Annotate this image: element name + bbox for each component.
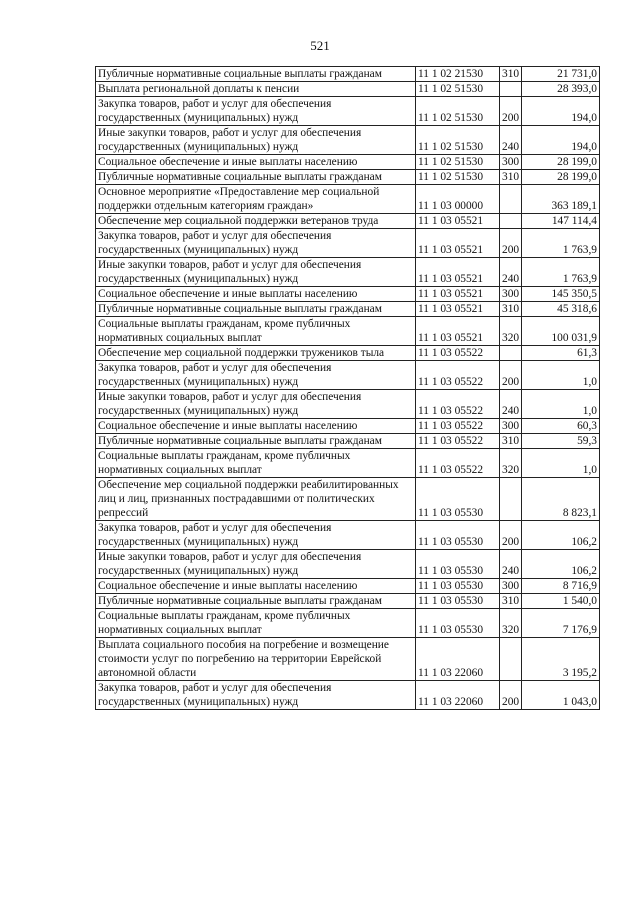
row-expense-type-cell: 200 <box>500 681 522 710</box>
row-expense-type-cell: 200 <box>500 229 522 258</box>
row-code-cell: 11 1 03 05521 <box>416 229 500 258</box>
table-row <box>96 419 600 434</box>
table-row <box>96 478 600 521</box>
row-expense-type-cell: 310 <box>500 434 522 449</box>
row-expense-type-cell: 300 <box>500 155 522 170</box>
page-number: 521 <box>310 38 330 53</box>
row-amount-cell: 194,0 <box>522 126 600 155</box>
row-code-cell: 11 1 03 05530 <box>416 609 500 638</box>
table-row <box>96 681 600 710</box>
row-name-cell: Иные закупки товаров, работ и услуг для обеспечения государственных (муниципальных) нужд <box>96 390 416 419</box>
table-row <box>96 185 600 214</box>
row-amount-cell: 61,3 <box>522 346 600 361</box>
table-row <box>96 126 600 155</box>
row-name-cell: Публичные нормативные социальные выплаты гражданам <box>96 302 416 317</box>
row-code-cell: 11 1 03 05530 <box>416 550 500 579</box>
row-amount-cell: 1 540,0 <box>522 594 600 609</box>
table-row <box>96 638 600 681</box>
table-row <box>96 97 600 126</box>
row-amount-cell: 8 716,9 <box>522 579 600 594</box>
row-amount-cell: 1 043,0 <box>522 681 600 710</box>
row-name-cell: Закупка товаров, работ и услуг для обеспечения государственных (муниципальных) нужд <box>96 521 416 550</box>
row-code-cell: 11 1 03 22060 <box>416 638 500 681</box>
table-row <box>96 214 600 229</box>
row-amount-cell: 28 393,0 <box>522 82 600 97</box>
row-name-cell: Публичные нормативные социальные выплаты гражданам <box>96 434 416 449</box>
row-amount-cell: 100 031,9 <box>522 317 600 346</box>
row-name-cell: Выплата социального пособия на погребение и возмещение стоимости услуг по погребению на территории Еврейской автономной области <box>96 638 416 681</box>
row-code-cell: 11 1 02 51530 <box>416 170 500 185</box>
row-name-cell: Публичные нормативные социальные выплаты гражданам <box>96 170 416 185</box>
row-expense-type-cell: 300 <box>500 579 522 594</box>
row-name-cell: Выплата региональной доплаты к пенсии <box>96 82 416 97</box>
table-row <box>96 594 600 609</box>
row-name-cell: Закупка товаров, работ и услуг для обеспечения государственных (муниципальных) нужд <box>96 97 416 126</box>
row-code-cell: 11 1 03 05521 <box>416 317 500 346</box>
row-code-cell: 11 1 03 05522 <box>416 434 500 449</box>
row-code-cell: 11 1 03 05521 <box>416 287 500 302</box>
row-code-cell: 11 1 02 21530 <box>416 67 500 82</box>
row-amount-cell: 194,0 <box>522 97 600 126</box>
row-amount-cell: 147 114,4 <box>522 214 600 229</box>
row-amount-cell: 60,3 <box>522 419 600 434</box>
row-amount-cell: 1,0 <box>522 390 600 419</box>
row-code-cell: 11 1 03 05521 <box>416 302 500 317</box>
row-expense-type-cell: 240 <box>500 126 522 155</box>
row-expense-type-cell: 320 <box>500 317 522 346</box>
row-name-cell: Социальные выплаты гражданам, кроме публичных нормативных социальных выплат <box>96 609 416 638</box>
row-name-cell: Обеспечение мер социальной поддержки тружеников тыла <box>96 346 416 361</box>
table-row <box>96 521 600 550</box>
row-name-cell: Иные закупки товаров, работ и услуг для обеспечения государственных (муниципальных) нужд <box>96 126 416 155</box>
table-row <box>96 550 600 579</box>
row-code-cell: 11 1 03 05530 <box>416 478 500 521</box>
table-row <box>96 229 600 258</box>
table-row <box>96 579 600 594</box>
row-code-cell: 11 1 03 00000 <box>416 185 500 214</box>
row-amount-cell: 1 763,9 <box>522 229 600 258</box>
row-code-cell: 11 1 02 51530 <box>416 155 500 170</box>
row-code-cell: 11 1 03 05521 <box>416 214 500 229</box>
row-expense-type-cell: 240 <box>500 258 522 287</box>
table-row <box>96 67 600 82</box>
budget-table-body <box>96 67 600 710</box>
row-expense-type-cell: 310 <box>500 302 522 317</box>
row-code-cell: 11 1 03 05530 <box>416 579 500 594</box>
row-amount-cell: 59,3 <box>522 434 600 449</box>
row-amount-cell: 21 731,0 <box>522 67 600 82</box>
row-code-cell: 11 1 03 05530 <box>416 594 500 609</box>
row-amount-cell: 28 199,0 <box>522 170 600 185</box>
row-code-cell: 11 1 03 22060 <box>416 681 500 710</box>
row-expense-type-cell: 300 <box>500 287 522 302</box>
row-code-cell: 11 1 02 51530 <box>416 82 500 97</box>
row-code-cell: 11 1 02 51530 <box>416 126 500 155</box>
row-expense-type-cell <box>500 185 522 214</box>
row-expense-type-cell: 200 <box>500 521 522 550</box>
row-expense-type-cell: 240 <box>500 390 522 419</box>
row-amount-cell: 363 189,1 <box>522 185 600 214</box>
row-expense-type-cell: 300 <box>500 419 522 434</box>
table-row <box>96 434 600 449</box>
row-expense-type-cell: 200 <box>500 97 522 126</box>
row-code-cell: 11 1 03 05521 <box>416 258 500 287</box>
table-row <box>96 82 600 97</box>
row-amount-cell: 7 176,9 <box>522 609 600 638</box>
row-amount-cell: 8 823,1 <box>522 478 600 521</box>
table-row <box>96 302 600 317</box>
row-name-cell: Социальное обеспечение и иные выплаты населению <box>96 419 416 434</box>
row-code-cell: 11 1 02 51530 <box>416 97 500 126</box>
row-code-cell: 11 1 03 05522 <box>416 346 500 361</box>
row-expense-type-cell: 320 <box>500 449 522 478</box>
row-amount-cell: 45 318,6 <box>522 302 600 317</box>
row-name-cell: Социальное обеспечение и иные выплаты населению <box>96 287 416 302</box>
row-name-cell: Публичные нормативные социальные выплаты гражданам <box>96 594 416 609</box>
budget-table <box>95 66 600 710</box>
row-amount-cell: 1,0 <box>522 361 600 390</box>
table-row <box>96 449 600 478</box>
row-expense-type-cell: 310 <box>500 67 522 82</box>
row-expense-type-cell: 310 <box>500 170 522 185</box>
row-name-cell: Социальное обеспечение и иные выплаты населению <box>96 155 416 170</box>
row-expense-type-cell <box>500 214 522 229</box>
row-expense-type-cell <box>500 346 522 361</box>
row-amount-cell: 3 195,2 <box>522 638 600 681</box>
row-name-cell: Иные закупки товаров, работ и услуг для обеспечения государственных (муниципальных) нужд <box>96 258 416 287</box>
table-row <box>96 258 600 287</box>
table-row <box>96 390 600 419</box>
table-row <box>96 317 600 346</box>
row-name-cell: Социальное обеспечение и иные выплаты населению <box>96 579 416 594</box>
row-expense-type-cell <box>500 82 522 97</box>
row-amount-cell: 28 199,0 <box>522 155 600 170</box>
row-name-cell: Социальные выплаты гражданам, кроме публичных нормативных социальных выплат <box>96 317 416 346</box>
row-amount-cell: 1 763,9 <box>522 258 600 287</box>
row-name-cell: Основное мероприятие «Предоставление мер социальной поддержки отдельным категориям граждан» <box>96 185 416 214</box>
row-code-cell: 11 1 03 05522 <box>416 449 500 478</box>
table-row <box>96 155 600 170</box>
row-name-cell: Публичные нормативные социальные выплаты гражданам <box>96 67 416 82</box>
table-row <box>96 361 600 390</box>
table-row <box>96 609 600 638</box>
row-expense-type-cell: 320 <box>500 609 522 638</box>
row-name-cell: Закупка товаров, работ и услуг для обеспечения государственных (муниципальных) нужд <box>96 361 416 390</box>
row-amount-cell: 106,2 <box>522 550 600 579</box>
row-code-cell: 11 1 03 05530 <box>416 521 500 550</box>
table-row <box>96 287 600 302</box>
row-name-cell: Закупка товаров, работ и услуг для обеспечения государственных (муниципальных) нужд <box>96 229 416 258</box>
row-amount-cell: 106,2 <box>522 521 600 550</box>
row-name-cell: Иные закупки товаров, работ и услуг для обеспечения государственных (муниципальных) нужд <box>96 550 416 579</box>
row-code-cell: 11 1 03 05522 <box>416 419 500 434</box>
row-name-cell: Закупка товаров, работ и услуг для обеспечения государственных (муниципальных) нужд <box>96 681 416 710</box>
row-expense-type-cell: 240 <box>500 550 522 579</box>
row-expense-type-cell <box>500 638 522 681</box>
row-amount-cell: 145 350,5 <box>522 287 600 302</box>
row-amount-cell: 1,0 <box>522 449 600 478</box>
row-expense-type-cell <box>500 478 522 521</box>
row-code-cell: 11 1 03 05522 <box>416 361 500 390</box>
row-name-cell: Обеспечение мер социальной поддержки реабилитированных лиц и лиц, признанных пострадавшими от политических репрессий <box>96 478 416 521</box>
table-row <box>96 346 600 361</box>
row-expense-type-cell: 310 <box>500 594 522 609</box>
row-name-cell: Обеспечение мер социальной поддержки ветеранов труда <box>96 214 416 229</box>
row-name-cell: Социальные выплаты гражданам, кроме публичных нормативных социальных выплат <box>96 449 416 478</box>
row-code-cell: 11 1 03 05522 <box>416 390 500 419</box>
row-expense-type-cell: 200 <box>500 361 522 390</box>
table-row <box>96 170 600 185</box>
